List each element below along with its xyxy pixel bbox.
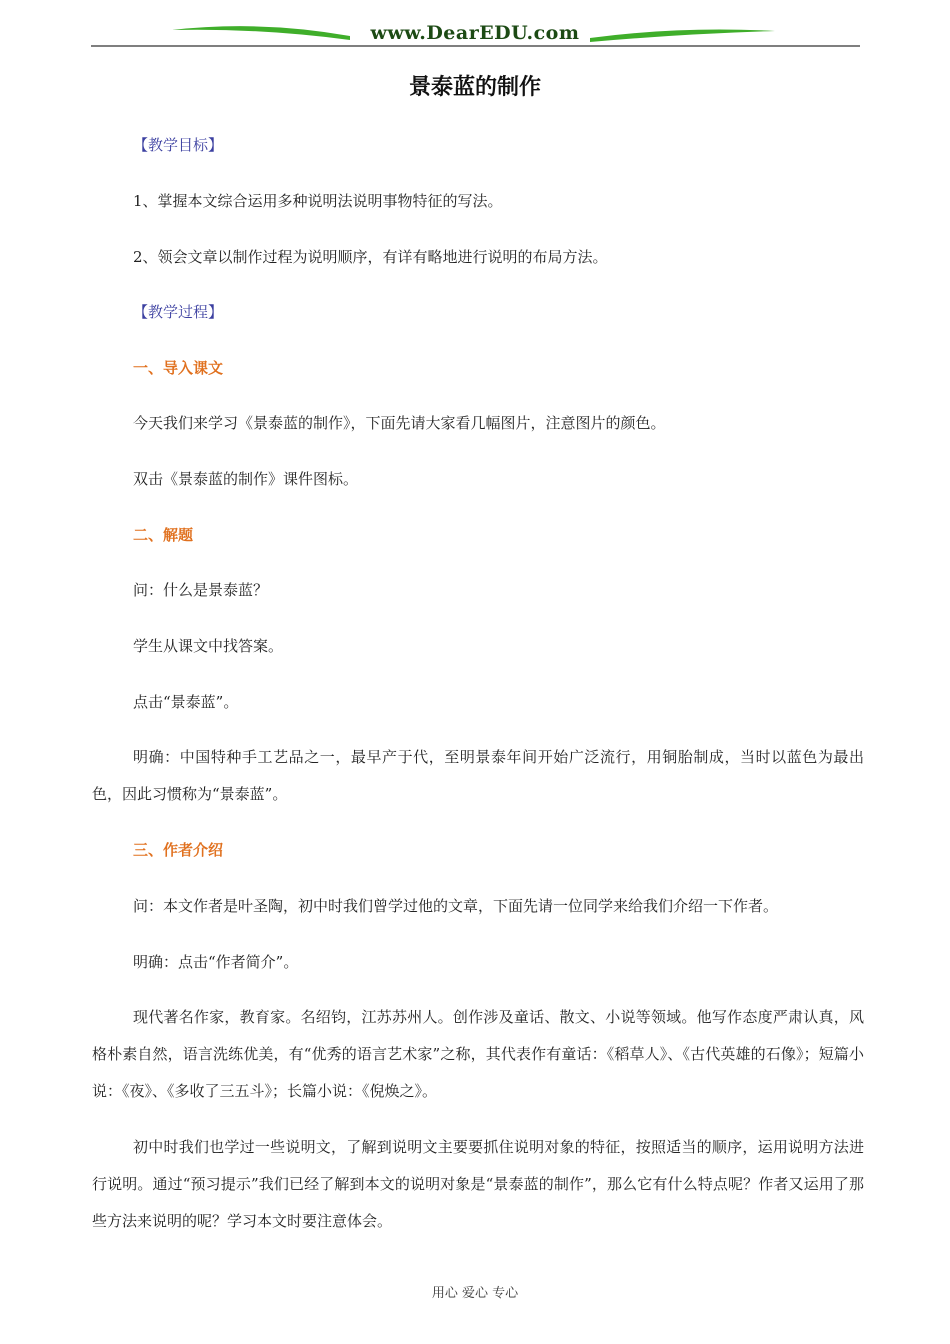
section-3-heading: 三、作者介绍 bbox=[133, 841, 224, 859]
section-1-heading: 一、导入课文 bbox=[133, 359, 224, 377]
goal-item-2: 2、领会文章以制作过程为说明顺序，有详有略地进行说明的布局方法。 bbox=[133, 248, 608, 266]
section-2-paragraph-4: 明确：中国特种手工艺品之一，最早产于代，至明景泰年间开始广泛流行，用铜胎制成，当时以蓝色为最出色，因此习惯称为“景泰蓝”。 bbox=[92, 748, 864, 803]
goal-heading: 【教学目标】 bbox=[133, 136, 224, 154]
goal-item-1: 1、掌握本文综合运用多种说明法说明事物特征的写法。 bbox=[133, 192, 503, 210]
section-1-paragraph-1: 今天我们来学习《景泰蓝的制作》，下面先请大家看几幅图片，注意图片的颜色。 bbox=[133, 414, 666, 432]
page-header bbox=[0, 0, 950, 50]
section-2-paragraph-2: 学生从课文中找答案。 bbox=[133, 637, 284, 655]
section-2-paragraph-1: 问：什么是景泰蓝？ bbox=[133, 581, 269, 599]
section-3-paragraph-4: 初中时我们也学过一些说明文，了解到说明文主要要抓住说明对象的特征，按照适当的顺序，运用说明方法进行说明。通过“预习提示”我们已经了解到本文的说明对象是“景泰蓝的制作”，那么它有什么特点呢？作者又运用了那些方法来说明的呢？学习本文时要注意体会。 bbox=[92, 1138, 864, 1230]
section-3-paragraph-3: 现代著名作家，教育家。名绍钧，江苏苏州人。创作涉及童话、散文、小说等领域。他写作态度严肃认真，风格朴素自然，语言洗练优美，有“优秀的语言艺术家”之称，其代表作有童话：《稻草人》、《古代英雄的石像》；短篇小说：《夜》、《多收了三五斗》；长篇小说：《倪焕之》。 bbox=[92, 1008, 864, 1100]
process-heading: 【教学过程】 bbox=[133, 303, 224, 321]
section-2-heading: 二、解题 bbox=[133, 526, 194, 544]
page-footer: 用心 爱心 专心 bbox=[431, 1286, 519, 1301]
section-1-paragraph-2: 双击《景泰蓝的制作》课件图标。 bbox=[133, 470, 359, 488]
page-title: 景泰蓝的制作 bbox=[408, 74, 541, 100]
section-2-paragraph-3: 点击“景泰蓝”。 bbox=[133, 693, 239, 711]
site-logo-text: www.DearEDU.com bbox=[370, 22, 580, 44]
section-3-paragraph-1: 问：本文作者是叶圣陶，初中时我们曾学过他的文章，下面先请一位同学来给我们介绍一下作者。 bbox=[133, 897, 779, 915]
section-3-paragraph-2: 明确：点击“作者简介”。 bbox=[133, 953, 299, 971]
